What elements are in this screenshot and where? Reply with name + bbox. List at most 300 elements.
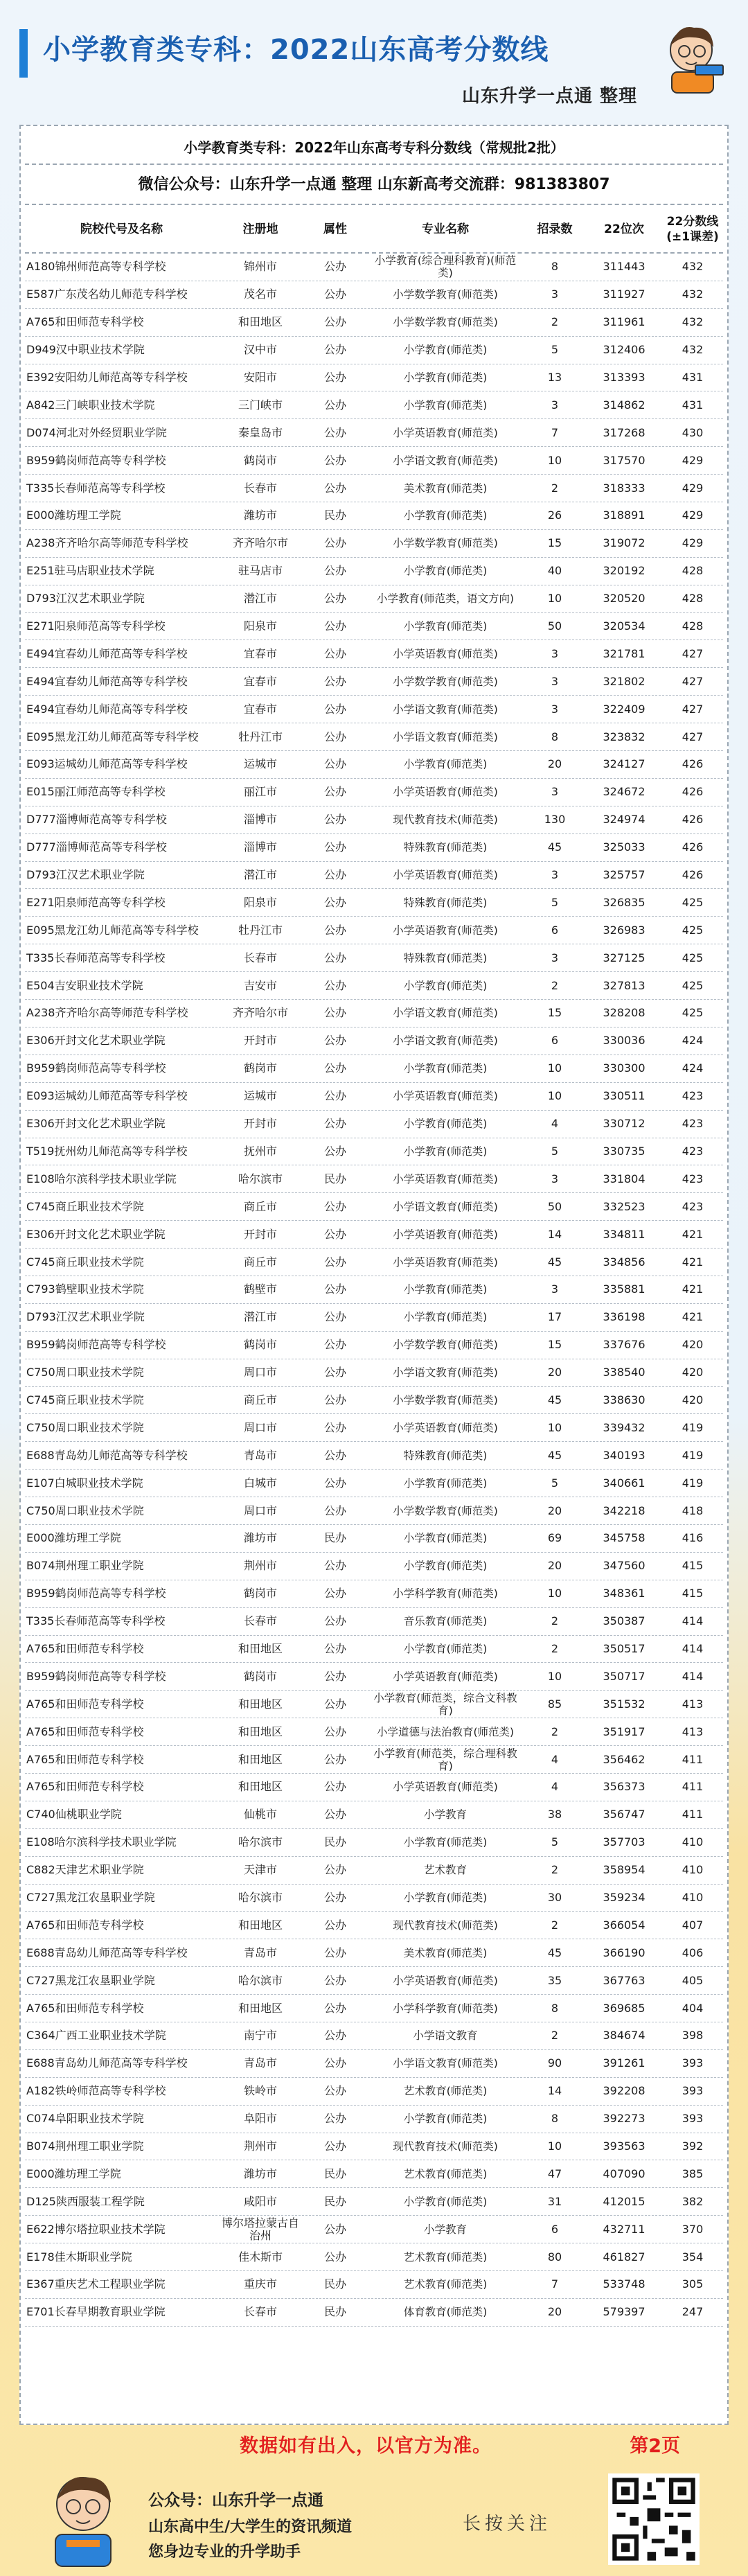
score-value: 414 [682,1614,704,1628]
enroll-count: 4 [551,1780,559,1794]
enroll-count: 10 [547,2140,562,2153]
school-name: E504吉安职业技术学院 [26,978,143,992]
title-accent-bar [19,29,28,78]
enroll-count: 10 [547,1587,562,1600]
score-value: 414 [682,1641,704,1655]
rank-value: 369685 [603,2001,645,2015]
rank-value: 323832 [603,730,645,743]
school-type: 公办 [323,1448,346,1462]
rank-value: 347560 [603,1559,645,1573]
score-value: 420 [682,1393,704,1406]
enroll-count: 80 [547,2250,562,2264]
rank-value: 338630 [603,1393,645,1406]
enroll-count: 130 [544,813,566,827]
score-value: 424 [682,1034,704,1048]
school-location: 茂名市 [243,288,277,301]
major-name: 小学科学教育(师范类) [393,1587,498,1600]
rank-value: 325757 [603,868,645,882]
rank-value: 393563 [603,2140,645,2153]
score-value: 430 [682,425,704,439]
school-name: E108哈尔滨科学技术职业学院 [26,1172,177,1185]
score-value: 428 [682,592,704,606]
rank-value: 312406 [603,343,645,357]
table-row [25,917,723,944]
footer-account: 公众号：山东升学一点通 [148,2491,323,2509]
school-location: 牡丹江市 [238,923,283,937]
table-row [25,889,723,917]
school-name: C727黑龙江农垦职业学院 [26,1890,155,1904]
school-type: 公办 [323,1282,346,1296]
school-type: 公办 [323,1614,346,1628]
table-row [25,1193,723,1221]
school-name: E095黑龙江幼儿师范高等专科学校 [26,730,199,743]
score-value: 419 [682,1448,704,1462]
table-row [25,696,723,723]
school-type: 民办 [323,2194,346,2208]
school-type: 公办 [323,1338,346,1352]
school-location: 和田地区 [238,315,283,329]
school-name: T519抚州幼儿师范高等专科学校 [26,1144,188,1158]
score-value: 425 [682,978,704,992]
table-row [25,1580,723,1608]
score-value: 385 [682,2167,704,2180]
rank-value: 533748 [603,2277,645,2291]
school-name: E688青岛幼儿师范高等专科学校 [26,1946,188,1959]
rank-value: 326835 [603,895,645,909]
school-type: 公办 [323,2222,346,2236]
enroll-count: 10 [547,453,562,467]
major-name: 艺术教育(师范类) [403,2250,488,2264]
enroll-count: 3 [551,1172,559,1185]
table-caption: 小学教育类专科：2022年山东高考专科分数线（常规批2批） [25,130,723,165]
school-location: 商丘市 [243,1199,277,1213]
school-name: D793江汉艺术职业学院 [26,868,145,882]
table-row [25,2188,723,2216]
school-name: C745商丘职业技术学院 [26,1199,144,1213]
school-name: E108哈尔滨科学技术职业学院 [26,1835,177,1849]
rank-value: 324672 [603,785,645,799]
enroll-count: 8 [551,260,559,274]
rank-value: 327125 [603,951,645,964]
score-value: 404 [682,2001,704,2015]
rank-value: 384674 [603,2029,645,2043]
score-value: 427 [682,702,704,716]
major-name: 小学教育(师范类) [403,344,488,357]
enroll-count: 13 [547,371,562,384]
school-type: 公办 [323,453,346,467]
page-title: 小学教育类专科：2022山东高考分数线 [43,34,549,66]
school-location: 和田地区 [238,1697,283,1711]
school-type: 公办 [323,2029,346,2043]
major-name: 小学教育(师范类) [403,979,488,992]
school-name: A765和田师范专科学校 [26,1641,144,1655]
school-name: C750周口职业技术学院 [26,1366,144,1379]
school-name: A765和田师范专科学校 [26,1780,144,1794]
major-name: 小学教育(师范类) [403,1836,488,1849]
score-value: 421 [682,1227,704,1241]
col-location: 注册地 [242,222,278,236]
school-name: T335长春师范高等专科学校 [26,481,166,495]
score-value: 425 [682,895,704,909]
score-value: 432 [682,288,704,301]
school-name: B959鹤岗师范高等专科学校 [26,453,166,467]
school-name: A238齐齐哈尔高等师范专科学校 [26,536,188,550]
school-type: 公办 [323,343,346,357]
school-location: 鹤岗市 [243,1669,277,1683]
school-name: C727黑龙江农垦职业学院 [26,1973,155,1987]
major-name: 小学数学教育(师范类) [393,1504,498,1517]
score-value: 405 [682,1973,704,1987]
enroll-count: 5 [551,1476,559,1490]
school-name: B959鹤岗师范高等专科学校 [26,1587,166,1600]
rank-value: 337676 [603,1338,645,1352]
score-value: 426 [682,840,704,854]
table-row [25,364,723,392]
school-name: D777淄博师范高等专科学校 [26,813,167,827]
table-row [25,475,723,502]
school-type: 公办 [323,2056,346,2070]
rank-value: 367763 [603,1973,645,1987]
school-type: 公办 [323,1669,346,1683]
major-name: 小学英语教育(师范类) [393,1670,498,1683]
school-location: 淄博市 [243,813,277,827]
major-name: 小学科学教育(师范类) [393,2002,498,2015]
table-row [25,779,723,806]
score-value: 426 [682,757,704,771]
major-name: 艺术教育(师范类) [403,2085,488,2098]
school-name: E178佳木斯职业学院 [26,2250,132,2264]
rank-value: 340661 [603,1476,645,1490]
major-name: 小学教育(师范类) [403,1532,488,1545]
enroll-count: 3 [551,398,559,412]
table-row [25,2106,723,2133]
table-row [25,1774,723,1801]
school-location: 抚州市 [243,1144,277,1158]
school-name: E000潍坊理工学院 [26,1531,121,1545]
table-row [25,1497,723,1525]
school-location: 周口市 [243,1366,277,1379]
footer-slogan: 您身边专业的升学助手 [148,2543,301,2561]
school-name: D777淄博师范高等专科学校 [26,840,167,854]
school-type: 公办 [323,1863,346,1877]
table-row [25,1553,723,1580]
table-row [25,1691,723,1718]
col-major: 专业名称 [422,222,469,236]
enroll-count: 14 [547,2084,562,2098]
school-name: A765和田师范专科学校 [26,1697,144,1711]
major-name: 小学教育(师范类) [403,1118,488,1131]
school-location: 安阳市 [243,371,277,384]
enroll-count: 45 [547,1393,562,1406]
score-value: 427 [682,646,704,660]
school-location: 锦州市 [243,260,277,274]
school-type: 民办 [323,1172,346,1185]
rank-value: 412015 [603,2194,645,2208]
school-location: 秦皇岛市 [238,425,283,439]
score-value: 426 [682,868,704,882]
enroll-count: 47 [547,2167,562,2180]
table-row [25,1276,723,1304]
school-location: 鹤岗市 [243,453,277,467]
score-value: 392 [682,2140,704,2153]
enroll-count: 20 [547,757,562,771]
table-row [25,1414,723,1442]
school-location: 和田地区 [238,1752,283,1766]
enroll-count: 3 [551,951,559,964]
enroll-count: 45 [547,1255,562,1269]
school-name: C882天津艺术职业学院 [26,1863,144,1877]
table-row [25,2243,723,2271]
major-name: 小学教育(师范类，综合理科教育) [373,1747,517,1772]
rank-value: 366190 [603,1946,645,1959]
rank-value: 357703 [603,1835,645,1849]
school-type: 公办 [323,315,346,329]
school-location: 和田地区 [238,1918,283,1932]
page-header [0,0,748,121]
major-name: 小学教育(师范类，综合文科教育) [373,1691,517,1717]
qr-code-icon[interactable] [608,2473,700,2565]
score-value: 415 [682,1559,704,1573]
table-row [25,1221,723,1249]
major-name: 小学语文教育(师范类) [393,1200,498,1213]
major-name: 小学英语教育(师范类) [393,1974,498,1987]
school-name: B959鹤岗师范高等专科学校 [26,1669,166,1683]
major-name: 小学教育(综合理科教育)(师范类) [374,254,517,280]
table-row [25,1995,723,2022]
school-name: E000潍坊理工学院 [26,509,121,522]
table-row [25,2160,723,2188]
score-value: 429 [682,453,704,467]
school-location: 铁岭市 [243,2084,277,2098]
score-value: 425 [682,923,704,937]
school-name: E688青岛幼儿师范高等专科学校 [26,1448,188,1462]
school-location: 商丘市 [243,1255,277,1269]
school-location: 佳木斯市 [238,2250,283,2264]
score-value: 426 [682,785,704,799]
table-row [25,2078,723,2106]
table-row [25,1332,723,1359]
major-name: 小学英语教育(师范类) [393,1781,498,1794]
page-number: 第2页 [630,2435,680,2457]
school-type: 公办 [323,674,346,688]
major-name: 小学英语教育(师范类) [393,869,498,882]
score-value: 432 [682,315,704,329]
school-location: 和田地区 [238,1641,283,1655]
school-type: 公办 [323,1946,346,1959]
table-row [25,1912,723,1939]
table-body [25,254,723,2327]
school-location: 潍坊市 [243,509,277,522]
major-name: 小学教育(师范类) [403,1062,488,1075]
rank-value: 318333 [603,481,645,495]
table-row [25,447,723,475]
school-name: E494宜春幼儿师范高等专科学校 [26,702,188,716]
table-row [25,723,723,751]
score-value: 424 [682,1061,704,1075]
major-name: 小学教育(师范类) [403,620,488,633]
major-name: 小学教育(师范类，语文方向) [376,592,515,606]
school-name: E015丽江师范高等专科学校 [26,785,166,799]
enroll-count: 14 [547,1227,562,1241]
school-type: 公办 [323,1752,346,1766]
major-name: 小学教育(师范类) [403,1311,488,1324]
school-type: 公办 [323,425,346,439]
rank-value: 350517 [603,1641,645,1655]
score-value: 354 [682,2250,704,2264]
school-name: A238齐齐哈尔高等师范专科学校 [26,1006,188,1020]
school-type: 公办 [323,923,346,937]
enroll-count: 20 [547,2305,562,2319]
major-name: 小学语文教育(师范类) [393,1007,498,1020]
major-name: 小学道德与法治教育(师范类) [376,1725,515,1738]
score-value: 247 [682,2305,704,2319]
school-location: 齐齐哈尔市 [232,1006,288,1020]
major-name: 小学英语教育(师范类) [393,1255,498,1269]
major-name: 小学英语教育(师范类) [393,647,498,660]
score-value: 413 [682,1724,704,1738]
school-type: 公办 [323,730,346,743]
table-row [25,2271,723,2299]
rank-value: 324127 [603,757,645,771]
enroll-count: 10 [547,592,562,606]
school-type: 公办 [323,813,346,827]
school-name: E494宜春幼儿师范高等专科学校 [26,646,188,660]
rank-value: 330712 [603,1117,645,1131]
enroll-count: 5 [551,1144,559,1158]
major-name: 小学英语教育(师范类) [393,1421,498,1434]
score-value: 427 [682,674,704,688]
score-value: 421 [682,1282,704,1296]
school-name: E392安阳幼儿师范高等专科学校 [26,371,188,384]
enroll-count: 26 [547,509,562,522]
rank-value: 351917 [603,1724,645,1738]
score-value: 432 [682,260,704,274]
score-value: 411 [682,1780,704,1794]
page-footer [0,2467,748,2576]
school-name: E093运城幼儿师范高等专科学校 [26,757,188,771]
school-name: C793鹤壁职业技术学院 [26,1282,144,1296]
score-value: 393 [682,2084,704,2098]
rank-value: 432711 [603,2222,645,2236]
school-type: 公办 [323,1089,346,1103]
table-row [25,613,723,641]
rank-value: 348361 [603,1587,645,1600]
major-name: 小学数学教育(师范类) [393,316,498,329]
major-name: 小学数学教育(师范类) [393,288,498,301]
school-type: 民办 [323,2167,346,2180]
major-name: 小学教育(师范类) [403,565,488,578]
major-name: 小学教育(师范类) [403,371,488,384]
rank-value: 328208 [603,1006,645,1020]
notice-bar [19,2429,729,2457]
school-type: 公办 [323,1973,346,1987]
school-name: A182铁岭师范高等专科学校 [26,2084,166,2098]
school-name: E306开封文化艺术职业学院 [26,1227,166,1241]
major-name: 小学教育(师范类) [403,509,488,522]
major-name: 小学语文教育(师范类) [393,1366,498,1379]
school-location: 运城市 [243,757,277,771]
table-row [25,1885,723,1912]
school-type: 公办 [323,2112,346,2126]
school-name: A765和田师范专科学校 [26,315,144,329]
rank-value: 356747 [603,1808,645,1821]
school-type: 公办 [323,1918,346,1932]
school-location: 齐齐哈尔市 [232,536,288,550]
rank-value: 338540 [603,1366,645,1379]
table-row [25,1746,723,1774]
school-type: 公办 [323,1780,346,1794]
enroll-count: 20 [547,1559,562,1573]
rank-value: 340193 [603,1448,645,1462]
enroll-count: 15 [547,1006,562,1020]
school-type: 公办 [323,398,346,412]
school-type: 公办 [323,840,346,854]
school-location: 长春市 [243,481,277,495]
school-location: 南宁市 [243,2029,277,2043]
major-name: 小学英语教育(师范类) [393,1090,498,1103]
enroll-count: 7 [551,425,559,439]
major-name: 特殊教育(师范类) [403,841,488,854]
rank-value: 350387 [603,1614,645,1628]
school-location: 咸阳市 [243,2194,277,2208]
score-value: 413 [682,1697,704,1711]
enroll-count: 38 [547,1808,562,1821]
table-row [25,1165,723,1193]
enroll-count: 10 [547,1420,562,1434]
enroll-count: 31 [547,2194,562,2208]
school-type: 公办 [323,2140,346,2153]
major-name: 美术教育(师范类) [403,1946,488,1959]
school-location: 运城市 [243,1089,277,1103]
table-row [25,944,723,972]
school-name: E688青岛幼儿师范高等专科学校 [26,2056,188,2070]
major-name: 特殊教育(师范类) [403,896,488,909]
enroll-count: 2 [551,2029,559,2043]
score-value: 431 [682,398,704,412]
table-row [25,585,723,613]
school-location: 吉安市 [243,978,277,992]
school-name: C074阜阳职业技术学院 [26,2112,144,2126]
school-name: C750周口职业技术学院 [26,1503,144,1517]
rank-value: 330036 [603,1034,645,1048]
enroll-count: 50 [547,619,562,633]
col-enroll: 招录数 [537,222,573,236]
score-value: 407 [682,1918,704,1932]
rank-value: 330511 [603,1089,645,1103]
student-mascot-icon [35,2468,132,2572]
school-type: 公办 [323,785,346,799]
rank-value: 335881 [603,1282,645,1296]
enroll-count: 15 [547,536,562,550]
table-contact-line: 微信公众号：山东升学一点通 整理 山东新高考交流群：981383807 [25,165,723,205]
school-name: B074荆州理工职业学院 [26,2140,144,2153]
table-row [25,1608,723,1636]
rank-value: 319072 [603,536,645,550]
school-type: 公办 [323,1366,346,1379]
enroll-count: 45 [547,1448,562,1462]
school-type: 公办 [323,1890,346,1904]
school-type: 公办 [323,1808,346,1821]
rank-value: 339432 [603,1420,645,1434]
rank-value: 392273 [603,2112,645,2126]
school-name: E271阳泉师范高等专科学校 [26,619,166,633]
rank-value: 332523 [603,1199,645,1213]
school-name: E701长春早期教育职业学院 [26,2305,166,2319]
table-row [25,834,723,862]
enroll-count: 6 [551,2222,559,2236]
school-name: D793江汉艺术职业学院 [26,592,145,606]
enroll-count: 2 [551,978,559,992]
